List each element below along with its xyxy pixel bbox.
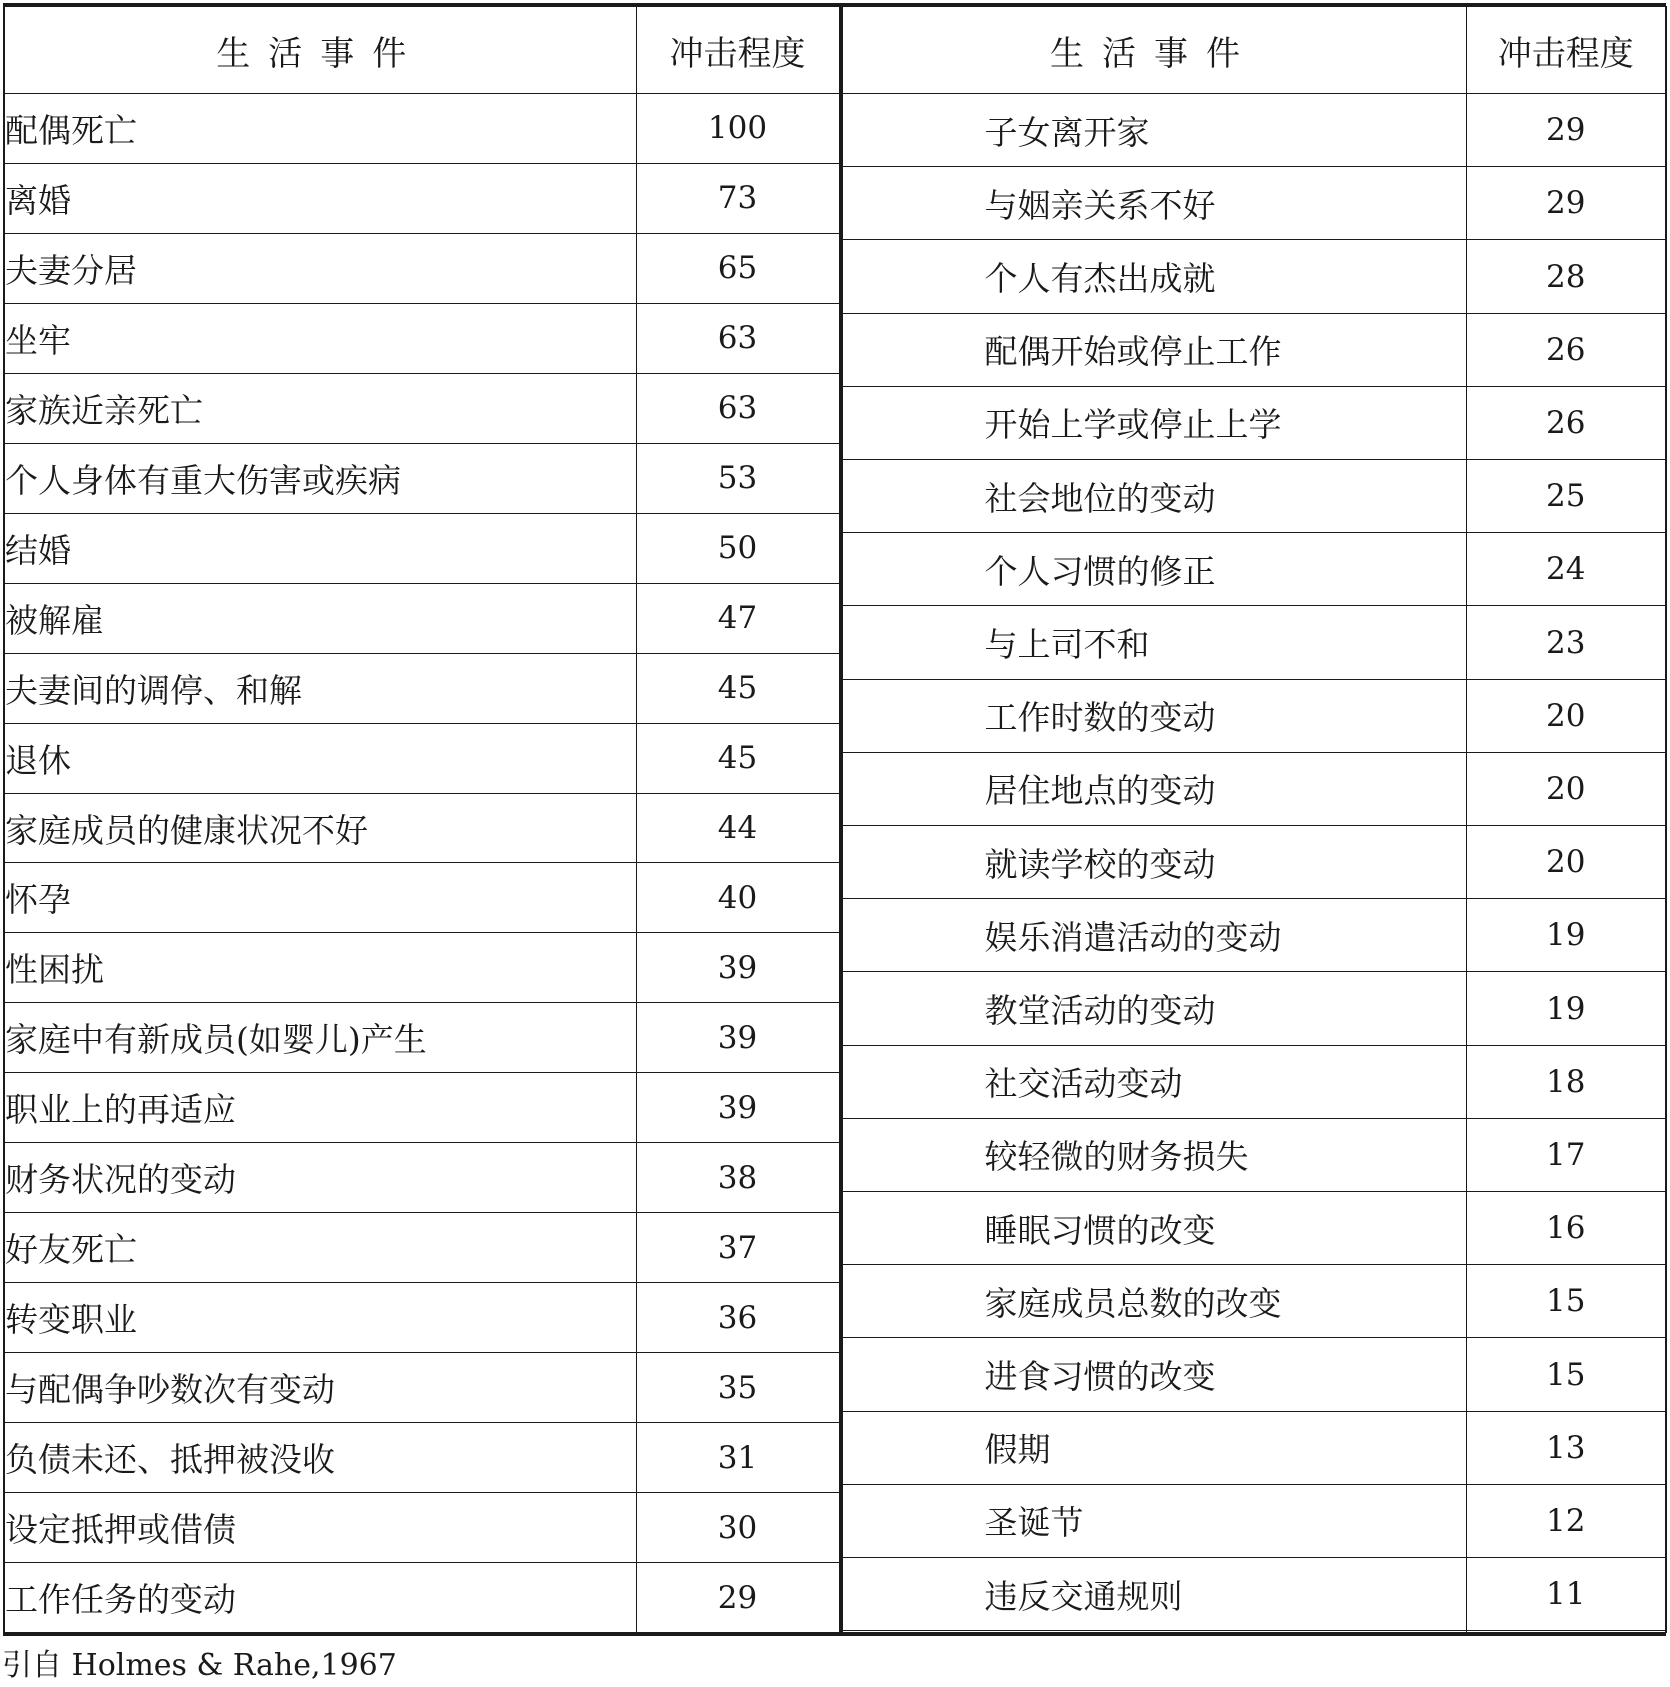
table-row: [842, 460, 1666, 533]
impact-cell: 37: [636, 1213, 839, 1283]
table-row: [4, 1143, 839, 1213]
event-cell: 进食习惯的改变: [842, 1338, 1466, 1411]
event-cell: 子女离开家: [842, 94, 1466, 167]
event-cell: 被解雇: [4, 583, 636, 653]
event-cell: 夫妻分居: [4, 233, 636, 303]
event-cell: 负债未还、抵押被没收: [4, 1423, 636, 1493]
event-cell: 转变职业: [4, 1283, 636, 1353]
life-events-table-right: [842, 6, 1668, 1633]
event-cell: 娱乐消遣活动的变动: [842, 899, 1466, 972]
impact-cell: 20: [1466, 752, 1666, 825]
impact-cell: 39: [636, 933, 839, 1003]
impact-cell: 11: [1466, 1558, 1666, 1631]
table-row: [842, 240, 1666, 313]
impact-cell: 36: [636, 1283, 839, 1353]
event-cell: 夫妻间的调停、和解: [4, 653, 636, 723]
impact-cell: 19: [1466, 899, 1666, 972]
event-cell: 假期: [842, 1411, 1466, 1484]
table-row: [4, 513, 839, 583]
table-row: [842, 167, 1666, 240]
event-cell: 违反交通规则: [842, 1558, 1466, 1631]
table-row: [842, 1558, 1666, 1631]
event-cell: 开始上学或停止上学: [842, 386, 1466, 459]
impact-cell: 44: [636, 793, 839, 863]
table-row: [842, 1118, 1666, 1191]
table-row: [4, 1563, 839, 1633]
table-row: [4, 1493, 839, 1563]
table-row: [4, 863, 839, 933]
table-row: [4, 1283, 839, 1353]
impact-cell: 12: [1466, 1484, 1666, 1557]
event-cell: 个人有杰出成就: [842, 240, 1466, 313]
table-row: [4, 653, 839, 723]
impact-cell: 45: [636, 653, 839, 723]
table-row: [842, 752, 1666, 825]
event-cell: 家庭成员总数的改变: [842, 1265, 1466, 1338]
table-row: [4, 303, 839, 373]
event-cell: 财务状况的变动: [4, 1143, 636, 1213]
header-event: 生活事件: [4, 7, 636, 94]
source-note: 引自 Holmes & Rahe,1967: [2, 1648, 397, 1683]
table-row: [4, 373, 839, 443]
impact-cell: 13: [1466, 1411, 1666, 1484]
table-row: [4, 583, 839, 653]
header-event: 生活事件: [842, 7, 1466, 94]
event-cell: 圣诞节: [842, 1484, 1466, 1557]
table-row: [842, 972, 1666, 1045]
impact-cell: 28: [1466, 240, 1666, 313]
impact-cell: 45: [636, 723, 839, 793]
impact-cell: 20: [1466, 679, 1666, 752]
event-cell: 家庭中有新成员(如婴儿)产生: [4, 1003, 636, 1073]
event-cell: 设定抵押或借债: [4, 1493, 636, 1563]
impact-cell: 35: [636, 1353, 839, 1423]
table-row: [842, 94, 1666, 167]
life-events-table: [3, 3, 1666, 1636]
impact-cell: 19: [1466, 972, 1666, 1045]
event-cell: 社交活动变动: [842, 1045, 1466, 1118]
event-cell: 与姻亲关系不好: [842, 167, 1466, 240]
impact-cell: 20: [1466, 826, 1666, 899]
impact-cell: 15: [1466, 1338, 1666, 1411]
impact-cell: 50: [636, 513, 839, 583]
impact-cell: 17: [1466, 1118, 1666, 1191]
impact-cell: 73: [636, 163, 839, 233]
event-cell: 居住地点的变动: [842, 752, 1466, 825]
impact-cell: 100: [636, 94, 839, 164]
event-cell: 性困扰: [4, 933, 636, 1003]
event-cell: 家族近亲死亡: [4, 373, 636, 443]
impact-cell: 24: [1466, 533, 1666, 606]
table-row: [4, 1423, 839, 1493]
table-row: [842, 826, 1666, 899]
table-row: [842, 1411, 1666, 1484]
impact-cell: 16: [1466, 1192, 1666, 1265]
event-cell: 与配偶争吵数次有变动: [4, 1353, 636, 1423]
table-row: [4, 1073, 839, 1143]
event-cell: 坐牢: [4, 303, 636, 373]
event-cell: 结婚: [4, 513, 636, 583]
impact-cell: 15: [1466, 1265, 1666, 1338]
event-cell: 离婚: [4, 163, 636, 233]
header-row: [842, 7, 1666, 94]
event-cell: 社会地位的变动: [842, 460, 1466, 533]
table-row: [842, 313, 1666, 386]
event-cell: 配偶开始或停止工作: [842, 313, 1466, 386]
table-row: [4, 1213, 839, 1283]
table-row: [842, 1484, 1666, 1557]
impact-cell: 38: [636, 1143, 839, 1213]
table-row: [4, 933, 839, 1003]
impact-cell: 30: [636, 1493, 839, 1563]
impact-cell: 47: [636, 583, 839, 653]
header-impact: 冲击程度: [1466, 7, 1666, 94]
table-row: [4, 163, 839, 233]
impact-cell: 18: [1466, 1045, 1666, 1118]
table-row: [842, 679, 1666, 752]
table-row: [4, 793, 839, 863]
impact-cell: 31: [636, 1423, 839, 1493]
event-cell: 个人习惯的修正: [842, 533, 1466, 606]
impact-cell: 63: [636, 373, 839, 443]
header-impact: 冲击程度: [636, 7, 839, 94]
table-row: [842, 1045, 1666, 1118]
table-row: [842, 606, 1666, 679]
impact-cell: 23: [1466, 606, 1666, 679]
header-row: [4, 7, 839, 94]
table-row: [842, 386, 1666, 459]
table-row: [4, 1353, 839, 1423]
left-table-body: [4, 94, 839, 1633]
event-cell: 怀孕: [4, 863, 636, 933]
table-row: [842, 533, 1666, 606]
impact-cell: 40: [636, 863, 839, 933]
event-cell: 工作任务的变动: [4, 1563, 636, 1633]
table-row: [4, 443, 839, 513]
impact-cell: 39: [636, 1003, 839, 1073]
impact-cell: 29: [1466, 94, 1666, 167]
table-row: [842, 1192, 1666, 1265]
impact-cell: 29: [1466, 167, 1666, 240]
event-cell: 较轻微的财务损失: [842, 1118, 1466, 1191]
event-cell: 家庭成员的健康状况不好: [4, 793, 636, 863]
impact-cell: 39: [636, 1073, 839, 1143]
life-events-table-left: [3, 6, 840, 1633]
table-row: [4, 1003, 839, 1073]
event-cell: 好友死亡: [4, 1213, 636, 1283]
impact-cell: [1466, 1631, 1666, 1633]
event-cell: 配偶死亡: [4, 94, 636, 164]
table-row: [4, 723, 839, 793]
table-row: [4, 94, 839, 164]
table-row: [842, 1631, 1666, 1633]
impact-cell: 29: [636, 1563, 839, 1633]
impact-cell: 26: [1466, 313, 1666, 386]
table-row: [4, 233, 839, 303]
impact-cell: 25: [1466, 460, 1666, 533]
impact-cell: 26: [1466, 386, 1666, 459]
event-cell: 睡眠习惯的改变: [842, 1192, 1466, 1265]
impact-cell: 53: [636, 443, 839, 513]
table-row: [842, 1265, 1666, 1338]
event-cell: 与上司不和: [842, 606, 1466, 679]
event-cell: 工作时数的变动: [842, 679, 1466, 752]
event-cell: 退休: [4, 723, 636, 793]
event-cell: 职业上的再适应: [4, 1073, 636, 1143]
event-cell: 就读学校的变动: [842, 826, 1466, 899]
impact-cell: 63: [636, 303, 839, 373]
table-row: [842, 1338, 1666, 1411]
event-cell: 教堂活动的变动: [842, 972, 1466, 1045]
right-table-body: [842, 94, 1666, 1633]
event-cell: 个人身体有重大伤害或疾病: [4, 443, 636, 513]
impact-cell: 65: [636, 233, 839, 303]
event-cell: [842, 1631, 1466, 1633]
table-row: [842, 899, 1666, 972]
